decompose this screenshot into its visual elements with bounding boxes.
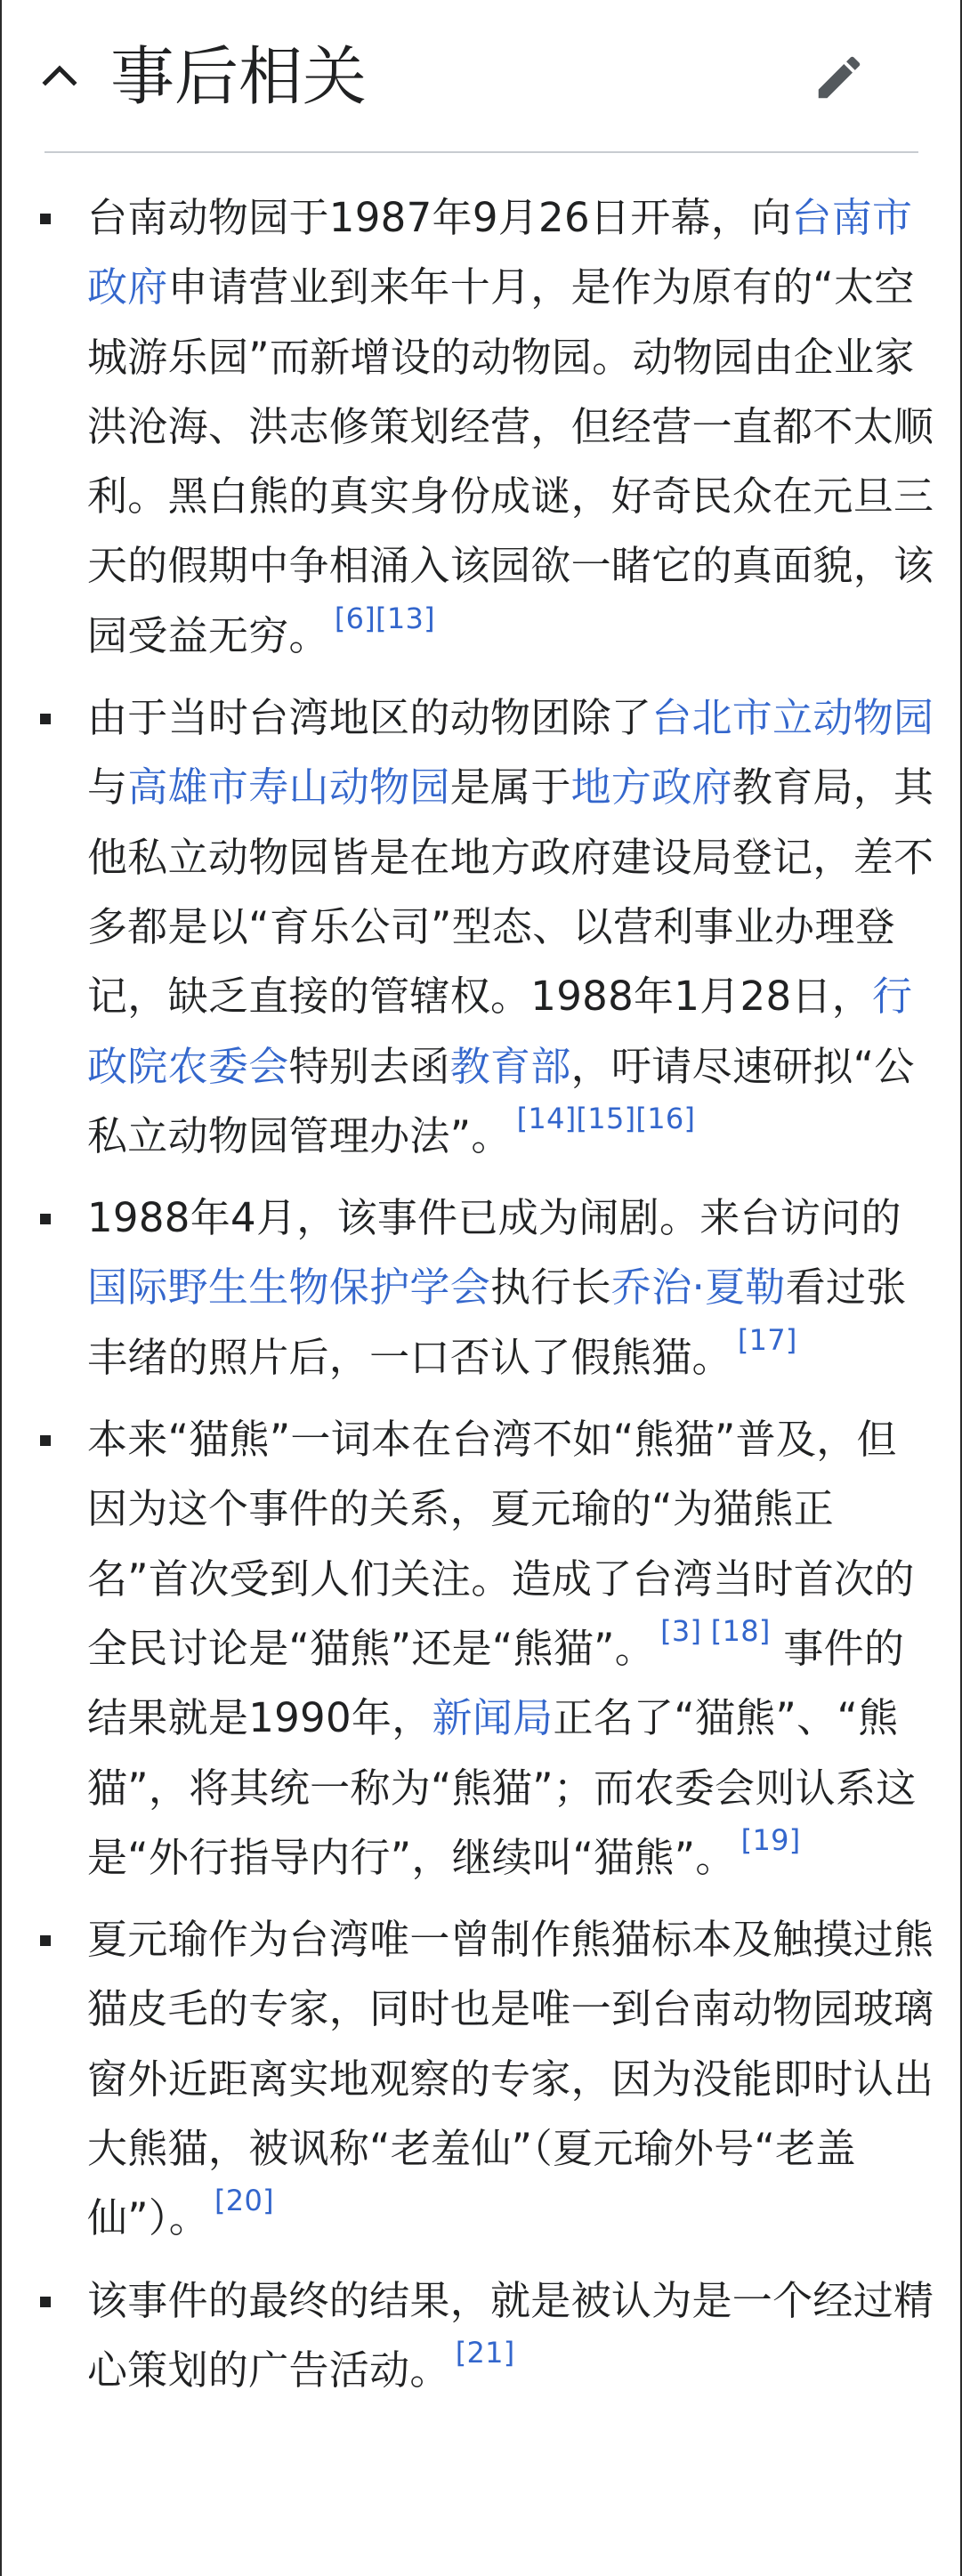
item-text: 是属于 (449, 763, 571, 812)
reference-link-18[interactable]: [18] (710, 1613, 771, 1648)
bullet-marker (40, 1435, 51, 1446)
bullet-marker (40, 714, 51, 724)
reference-link-17[interactable]: [17] (737, 1322, 797, 1357)
reference-link-13[interactable]: [13] (376, 601, 435, 635)
bullet-marker (40, 214, 51, 224)
item-text: 教育局，其他私立动物园皆是在地方政府建设局登记，差不多都是以“育乐公司”型态、以营利事业办理登记，缺乏直接的管辖权。1988年1月28日， (87, 763, 934, 1021)
bullet-marker (40, 1214, 51, 1224)
item-text: 事件的结果就是1990年， (87, 1624, 905, 1742)
reference-link-21[interactable]: [21] (455, 2335, 515, 2370)
item-text: 本来“猫熊”一词本在台湾不如“熊猫”普及，但因为这个事件的关系，夏元瑜的“为猫熊正名”首次受到人们关注。造成了台湾当时首次的全民讨论是“猫熊”还是“熊猫”。 (87, 1416, 915, 1672)
reference-group (517, 1102, 696, 1135)
link-council-of-agriculture[interactable]: 行政院农委会 (87, 973, 913, 1090)
item-text: 台南动物园于1987年9月26日开幕，向 (87, 194, 792, 241)
reference-link-16[interactable]: [16] (635, 1101, 696, 1135)
link-wildlife-conservation-society[interactable]: 国际野生生物保护学会 (87, 1264, 491, 1312)
list-item (0, 183, 962, 671)
bullet-marker (40, 1935, 51, 1946)
item-text: 1988年4月，该事件已成为闹剧。来台访问的 (87, 1194, 901, 1242)
reference-group (741, 1823, 801, 1857)
reference-group (456, 2336, 515, 2370)
section-title: 事后相关 (110, 39, 368, 114)
item-text: 看过张丰绪的照片后，一口否认了假熊猫。 (87, 1264, 907, 1381)
reference-link-6[interactable]: [6] (334, 601, 376, 635)
bullet-marker (40, 2297, 51, 2307)
link-taipei-zoo[interactable]: 台北市立动物园 (651, 694, 934, 742)
item-text: 夏元瑜作为台湾唯一曾制作熊猫标本及触摸过熊猫皮毛的专家，同时也是唯一到台南动物园玻璃窗外近距离实地观察的专家，因为没能即时认出大熊猫，被讽称“老羞仙”（夏元瑜外号“老盖仙”）。 (87, 1916, 934, 2242)
chevron-up-icon (42, 61, 77, 86)
link-government-information-office[interactable]: 新闻局 (432, 1694, 554, 1742)
reference-link-15[interactable]: [15] (576, 1101, 636, 1135)
list-item (0, 1183, 962, 1393)
item-text: 执行长 (490, 1264, 611, 1312)
link-kaohsiung-shoushan-zoo[interactable]: 高雄市寿山动物园 (127, 763, 450, 812)
link-george-schaller[interactable]: 乔治·夏勒 (610, 1264, 786, 1312)
pencil-icon (812, 50, 867, 105)
reference-group (660, 1614, 771, 1648)
item-text: 由于当时台湾地区的动物团除了 (87, 694, 652, 742)
reference-link-19[interactable]: [19] (740, 1822, 801, 1857)
item-text: ，吁请尽速研拟“公私立动物园管理办法”。 (87, 1042, 915, 1159)
item-text: 申请营业到来年十月，是作为原有的“太空城游乐园”而新增设的动物园。动物园由企业家洪沧海、洪志修策划经营，但经营一直都不太顺利。黑白熊的真实身份成谜，好奇民众在元旦三天的假期中争相涌入该园欲一睹它的真面貌，该园受益无穷。 (87, 263, 934, 659)
reference-group (214, 2184, 274, 2217)
list-item (0, 683, 962, 1171)
reference-group (335, 602, 435, 635)
link-ministry-of-education[interactable]: 教育部 (449, 1042, 571, 1090)
edit-section-button[interactable] (808, 46, 870, 109)
list-item (0, 1405, 962, 1893)
item-text: 与 (87, 763, 128, 812)
reference-link-20[interactable]: [20] (214, 2184, 274, 2218)
list-item (0, 1905, 962, 2253)
link-local-government[interactable]: 地方政府 (570, 763, 732, 812)
reference-link-3[interactable]: [3] (660, 1613, 702, 1648)
section-header (0, 0, 962, 153)
related-events-list (0, 183, 962, 2418)
section-divider (44, 151, 918, 153)
reference-link-14[interactable]: [14] (516, 1101, 577, 1135)
item-text: 特别去函 (288, 1042, 450, 1090)
item-text: 该事件的最终的结果，就是被认为是一个经过精心策划的广告活动。 (87, 2276, 934, 2394)
item-text: 正名了“猫熊”、“熊猫”，将其统一称为“熊猫”；而农委会则认系这是“外行指导内行”，继续叫“猫熊”。 (87, 1694, 917, 1881)
reference-group (738, 1323, 797, 1357)
link-tainan-city-government[interactable]: 台南市政府 (87, 194, 913, 311)
list-item (0, 2266, 962, 2406)
collapse-toggle-button[interactable] (39, 53, 80, 94)
